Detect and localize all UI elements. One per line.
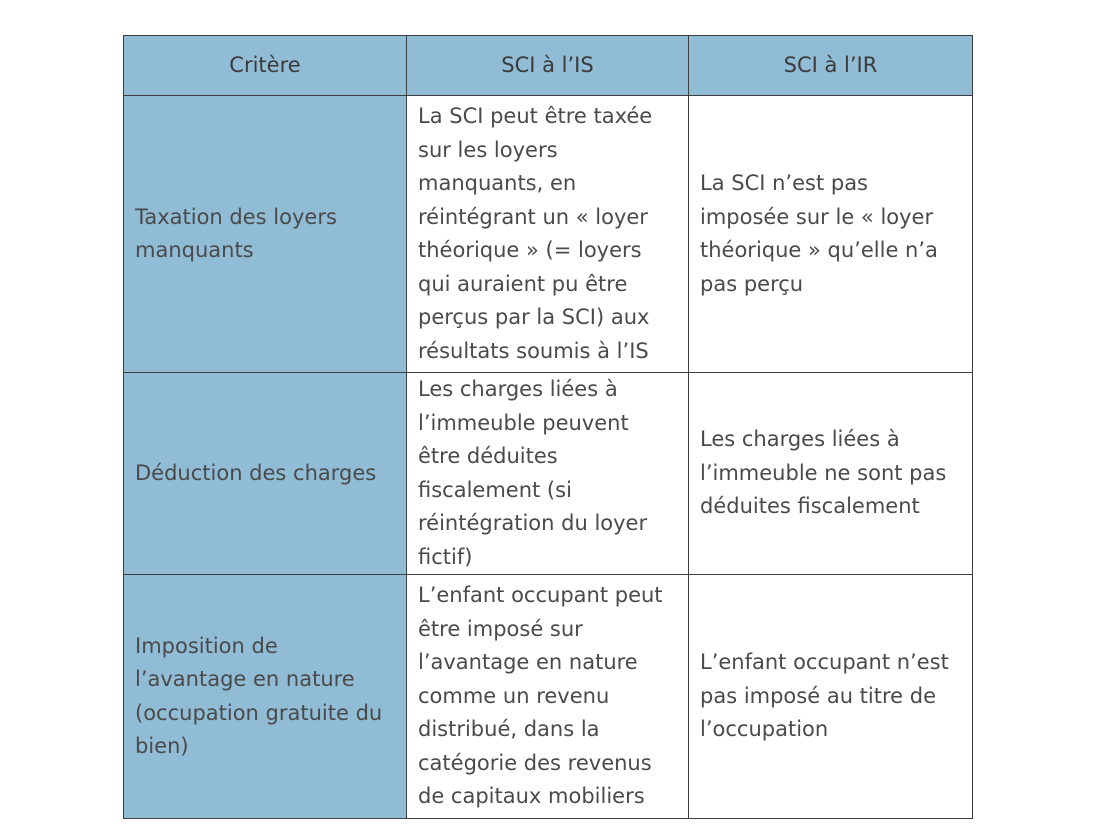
table-row — [124, 96, 973, 373]
row-criterion: Taxation des loyers manquants — [124, 96, 407, 373]
row-sci-is-cell: La SCI peut être taxée sur les loyers manquants, en réintégrant un « loyer théorique » (= loyers qui auraient pu être perçus par la SCI) aux résultats soumis à l’IS — [407, 96, 689, 373]
table-header-row — [124, 36, 973, 96]
header-sci-is: SCI à l’IS — [407, 36, 689, 96]
row-sci-ir-cell: La SCI n’est pas imposée sur le « loyer théorique » qu’elle n’a pas perçu — [689, 96, 973, 373]
row-criterion: Imposition de l’avantage en nature (occupation gratuite du bien) — [124, 575, 407, 819]
header-sci-ir: SCI à l’IR — [689, 36, 973, 96]
row-sci-is-cell: Les charges liées à l’immeuble peuvent être déduites fiscalement (si réintégration du loyer fictif) — [407, 373, 689, 575]
comparison-table-container — [123, 35, 972, 819]
row-criterion: Déduction des charges — [124, 373, 407, 575]
row-sci-ir-cell: L’enfant occupant n’est pas imposé au titre de l’occupation — [689, 575, 973, 819]
table-row — [124, 373, 973, 575]
row-sci-is-cell: L’enfant occupant peut être imposé sur l’avantage en nature comme un revenu distribué, dans la catégorie des revenus de capitaux mobiliers — [407, 575, 689, 819]
comparison-table — [123, 35, 973, 819]
table-row — [124, 575, 973, 819]
header-criterion: Critère — [124, 36, 407, 96]
row-sci-ir-cell: Les charges liées à l’immeuble ne sont pas déduites fiscalement — [689, 373, 973, 575]
